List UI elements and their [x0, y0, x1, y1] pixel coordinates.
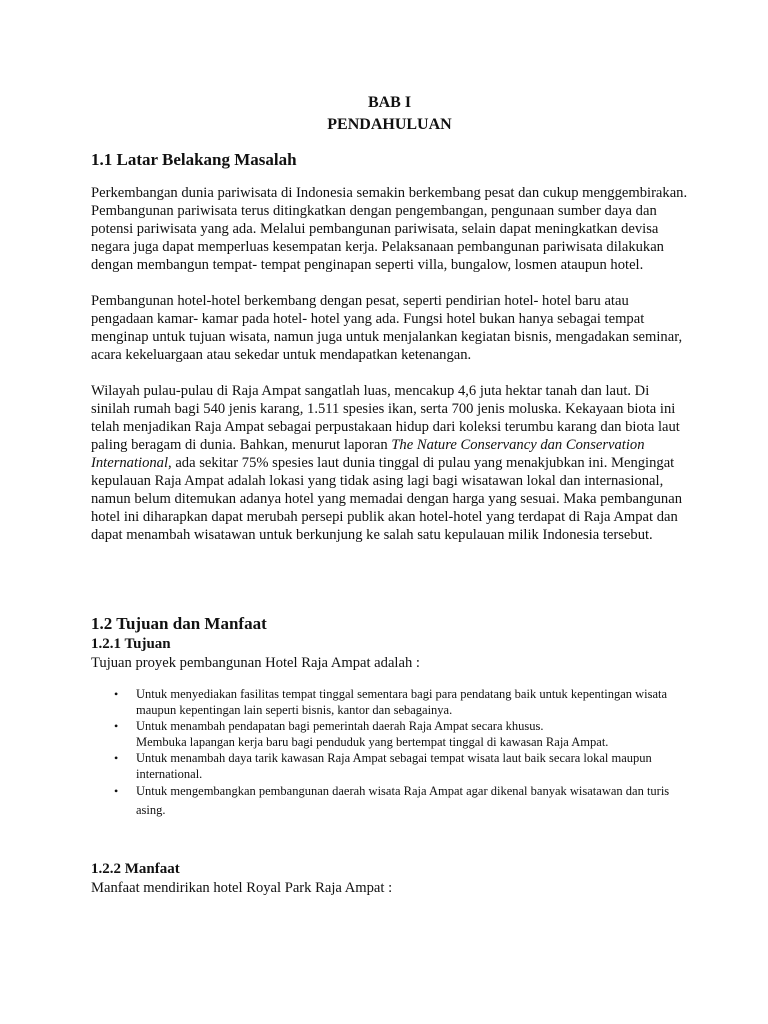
list-item — [114, 750, 688, 782]
section-heading-latar-belakang: 1.1 Latar Belakang Masalah — [91, 150, 297, 169]
list-item-continuation: Membuka lapangan kerja baru bagi penduduk yang bertempat tinggal di kawasan Raja Ampat. — [136, 735, 609, 749]
manfaat-intro: Manfaat mendirikan hotel Royal Park Raja Ampat : — [91, 880, 393, 896]
chapter-number: BAB I — [367, 94, 412, 111]
paragraph-raja-ampat-text-1: Wilayah pulau-pulau di Raja Ampat sangatlah luas, mencakup 4,6 juta hektar tanah dan laut. Di sinilah rumah bagi 540 jenis karang, 1.511 spesies ikan, serta 700 jenis moluska. Kekayaan biota ini telah menjadikan Raja Ampat sebagai perpustakaan hidup dari koleksi terumbu karang dan biota laut paling beragam di dunia. Bahkan, menurut laporan — [91, 383, 680, 453]
section-heading-tujuan-manfaat: 1.2 Tujuan dan Manfaat — [91, 614, 267, 633]
tujuan-intro: Tujuan proyek pembangunan Hotel Raja Ampat adalah : — [91, 655, 420, 671]
paragraph-raja-ampat-text-2: , ada sekitar 75% spesies laut dunia tinggal di pulau yang menakjubkan ini. Mengingat kepulauan Raja Ampat adalah lokasi yang tidak asing lagi bagi wisatawan lokal dan internasional, namun belum ditemukan adanya hotel yang memadai dengan harga yang sesuai. Maka pembangunan hotel ini diharapkan dapat merubah persepi publik akan hotel-hotel yang terdapat di Raja Ampat dan dapat menambah wisatawan untuk berkunjung ke salah satu kepulauan milik Indonesia tersebut. — [91, 455, 682, 543]
bullet-dot: • — [114, 719, 119, 733]
list-item-text: Untuk menambah daya tarik kawasan Raja Ampat sebagai tempat wisata laut baik secara lokal maupun international. — [136, 751, 652, 781]
chapter-title: PENDAHULUAN — [327, 116, 452, 133]
tujuan-bullet-list — [91, 686, 688, 820]
paragraph-pembangunan-hotel: Pembangunan hotel-hotel berkembang dengan pesat, seperti pendirian hotel- hotel baru atau pengadaan kamar- kamar pada hotel- hotel yang ada. Fungsi hotel bukan hanya sebagai tempat menginap untuk tujuan wisata, namun juga untuk menjalankan kegiatan bisnis, mengadakan seminar, acara kekeluargaan atau sekedar untuk mendapatkan ketenangan. — [91, 293, 683, 363]
paragraph-raja-ampat — [91, 382, 688, 544]
bullet-dot: • — [114, 784, 119, 798]
list-item — [114, 718, 688, 750]
subsection-heading-manfaat: 1.2.2 Manfaat — [91, 861, 180, 877]
list-item — [114, 686, 688, 718]
bullet-dot: • — [114, 751, 119, 765]
list-item — [114, 782, 688, 820]
bullet-dot: • — [114, 687, 119, 701]
list-item-text: Untuk mengembangkan pembangunan daerah wisata Raja Ampat agar dikenal banyak wisatawan dan turis asing. — [136, 784, 670, 817]
list-item-text: Untuk menyediakan fasilitas tempat tinggal sementara bagi para pendatang baik untuk kepentingan wisata maupun kepentingan lain seperti bisnis, kantor dan sebagainya. — [136, 687, 668, 717]
paragraph-perkembangan: Perkembangan dunia pariwisata di Indonesia semakin berkembang pesat dan cukup menggembirakan. Pembangunan pariwisata terus ditingkatkan dengan pengembangan, pengunaan sumber daya dan potensi pariwisata yang ada. Melalui pembangunan pariwisata, selain dapat meningkatkan devisa negara juga dapat memperluas kesempatan kerja. Pelaksanaan pembangunan pariwisata dilakukan dengan membangun tempat- tempat penginapan seperti villa, bungalow, losmen ataupun hotel. — [91, 185, 688, 273]
list-item-text: Untuk menambah pendapatan bagi pemerintah daerah Raja Ampat secara khusus. — [136, 719, 544, 733]
paragraph-raja-ampat-italic: The Nature Conservancy dan Conservation International — [91, 437, 645, 471]
subsection-heading-tujuan: 1.2.1 Tujuan — [91, 636, 171, 652]
